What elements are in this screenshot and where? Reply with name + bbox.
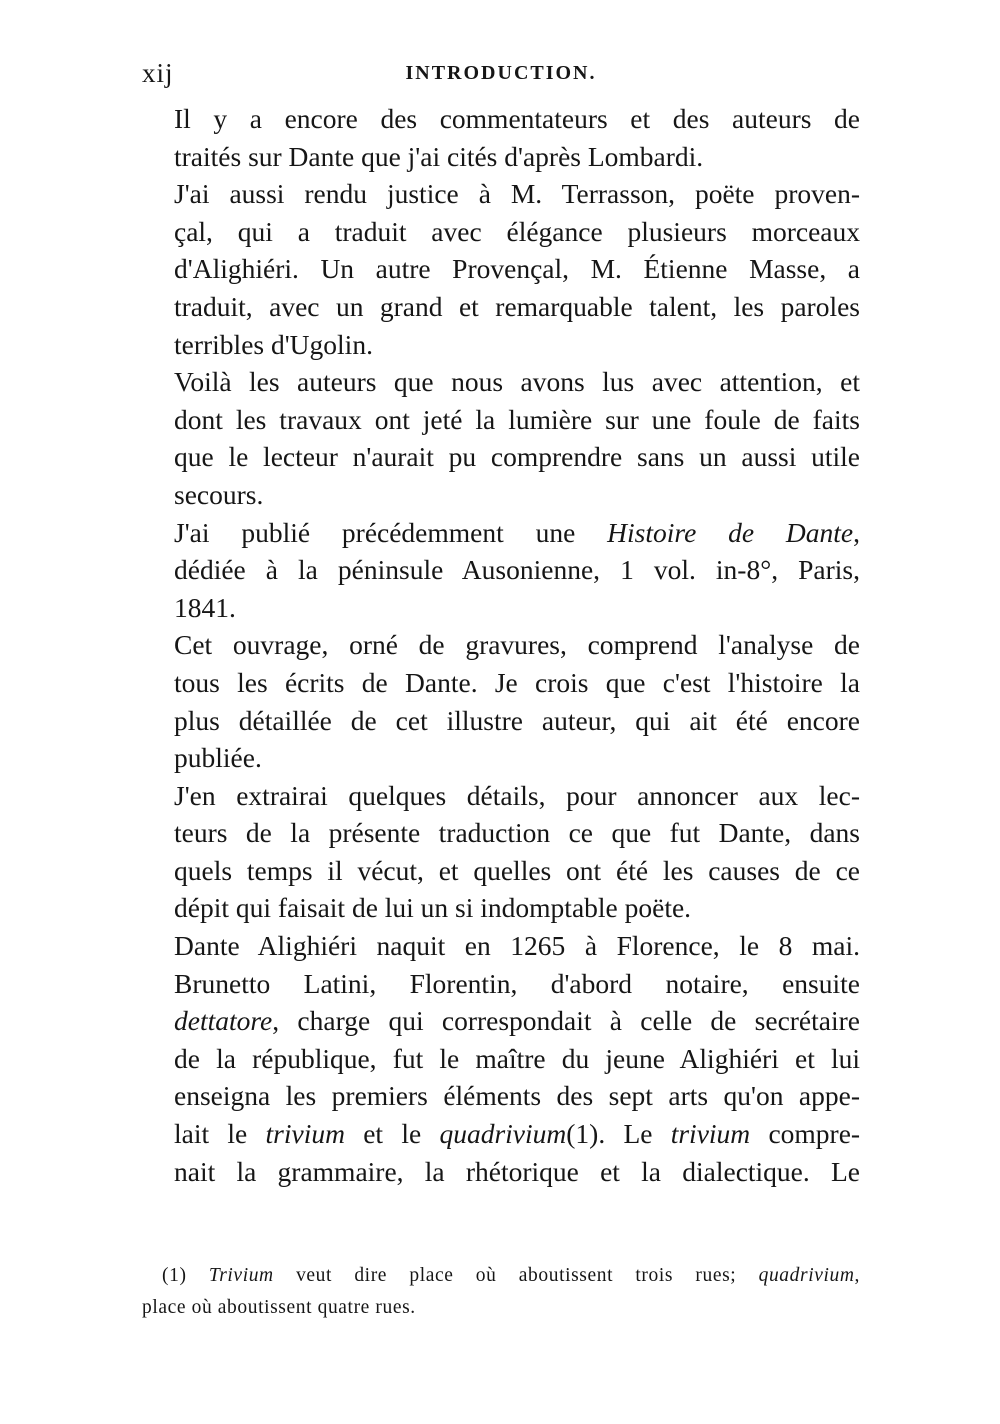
page-number: xij bbox=[142, 58, 174, 88]
italic-term: quadrivium bbox=[439, 1118, 567, 1150]
text-line: de la république, fut le maître du jeune Alighiéri et lui bbox=[174, 1042, 860, 1074]
text-line: J'en extrairai quelques détails, pour annoncer aux lec- bbox=[174, 779, 860, 811]
body-text bbox=[142, 100, 860, 1190]
running-title: INTRODUCTION. bbox=[405, 62, 597, 84]
italic-term: dettatore bbox=[174, 1005, 273, 1037]
italic-term: trivium bbox=[670, 1118, 751, 1150]
footnote-line bbox=[142, 1260, 860, 1292]
paragraph bbox=[142, 175, 860, 363]
text-line: que le lecteur n'aurait pu comprendre sans un aussi utile bbox=[174, 441, 860, 473]
paragraph bbox=[142, 777, 860, 927]
paragraph bbox=[142, 626, 860, 776]
text-line bbox=[142, 1115, 860, 1153]
text-line: Il y a encore des commentateurs et des auteurs de bbox=[174, 103, 860, 134]
footnote-reference: (1). Le bbox=[566, 1118, 653, 1150]
italic-term: trivium bbox=[265, 1118, 345, 1150]
text-line: Brunetto Latini, Florentin, d'abord notaire, ensuite bbox=[174, 967, 860, 999]
footnote bbox=[142, 1260, 860, 1324]
text-line: Voilà les auteurs que nous avons lus avec attention, et bbox=[174, 366, 860, 398]
italic-term: Trivium bbox=[208, 1265, 274, 1286]
text-line: dédiée à la péninsule Ausonienne, 1 vol. in-8°, Paris, bbox=[174, 554, 860, 586]
text-line: quels temps il vécut, et quelles ont été les causes de ce bbox=[174, 854, 860, 886]
text-line: dépit qui faisait de lui un si indomptable poëte. bbox=[174, 892, 692, 924]
text-run: J'ai publié précédemment une bbox=[174, 516, 576, 548]
book-title-italic: Histoire de Dante bbox=[607, 516, 854, 548]
text-run: compre- bbox=[768, 1118, 861, 1150]
footnote-marker: (1) bbox=[162, 1265, 187, 1286]
running-head bbox=[142, 58, 860, 94]
text-line: Dante Alighiéri naquit en 1265 à Florence, le 8 mai. bbox=[174, 930, 860, 962]
text-line: çal, qui a traduit avec élégance plusieurs morceaux bbox=[174, 215, 860, 247]
text-line: publiée. bbox=[174, 742, 262, 774]
text-line bbox=[142, 514, 860, 552]
text-line: teurs de la présente traduction ce que fut Dante, dans bbox=[174, 817, 860, 849]
text-line: 1841. bbox=[174, 591, 236, 623]
text-run: , charge qui correspondait à celle de secrétaire bbox=[272, 1005, 860, 1037]
text-line: nait la grammaire, la rhétorique et la dialectique. Le bbox=[174, 1155, 860, 1187]
text-line: Cet ouvrage, orné de gravures, comprend l'analyse de bbox=[174, 629, 860, 661]
text-line: traités sur Dante que j'ai cités d'après Lombardi. bbox=[174, 140, 704, 172]
paragraph bbox=[142, 100, 860, 175]
text-line: enseigna les premiers éléments des sept arts qu'on appe- bbox=[174, 1080, 860, 1112]
text-run: lait le bbox=[174, 1118, 248, 1150]
text-line bbox=[142, 1002, 860, 1040]
text-line: J'ai aussi rendu justice à M. Terrasson, poëte proven- bbox=[174, 178, 860, 210]
text-line: traduit, avec un grand et remarquable talent, les paroles bbox=[174, 290, 860, 322]
text-line: plus détaillée de cet illustre auteur, qui ait été encore bbox=[174, 704, 860, 736]
footnote-line: place où aboutissent quatre rues. bbox=[142, 1297, 416, 1318]
italic-term: quadrivium bbox=[758, 1265, 855, 1286]
text-run: , bbox=[853, 516, 860, 548]
text-line: tous les écrits de Dante. Je crois que c'est l'histoire la bbox=[174, 666, 860, 698]
paragraph bbox=[142, 927, 860, 1190]
text-run: , bbox=[854, 1265, 861, 1286]
text-line: d'Alighiéri. Un autre Provençal, M. Étienne Masse, a bbox=[174, 253, 860, 285]
text-line: terribles d'Ugolin. bbox=[174, 328, 373, 360]
paragraph bbox=[142, 363, 860, 513]
text-line: secours. bbox=[174, 478, 264, 510]
paragraph bbox=[142, 514, 860, 627]
text-line: dont les travaux ont jeté la lumière sur une foule de faits bbox=[174, 403, 860, 435]
text-run: veut dire place où aboutissent trois rues; bbox=[296, 1265, 737, 1286]
text-run: et le bbox=[363, 1118, 422, 1150]
